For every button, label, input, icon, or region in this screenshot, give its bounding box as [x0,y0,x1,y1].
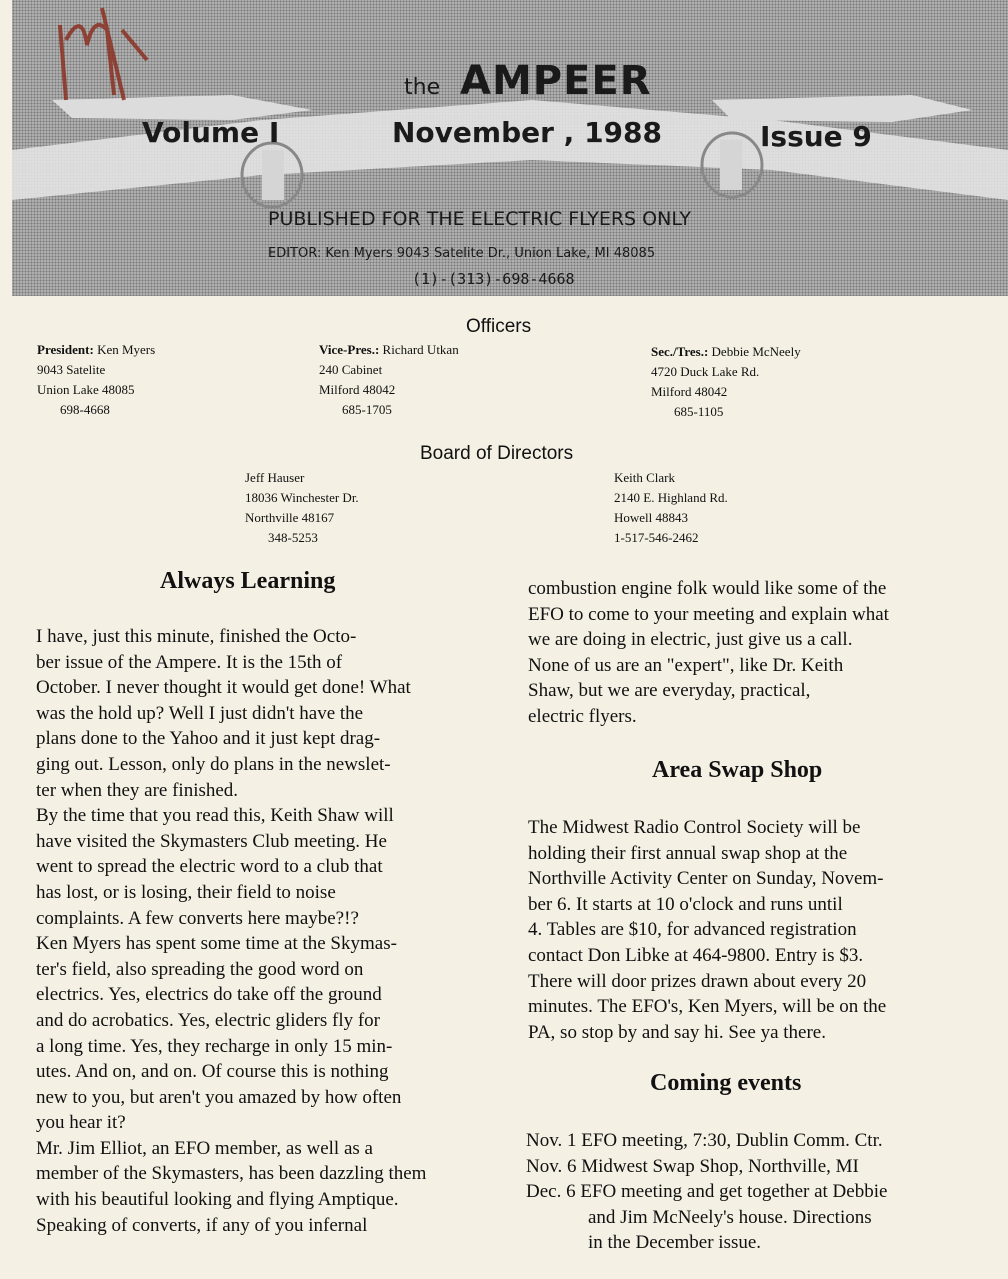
officer-address: 4720 Duck Lake Rd. [651,364,760,379]
issue-date: November , 1988 [392,116,662,149]
board-member-2 [614,468,728,548]
event-item: Nov. 1 EFO meeting, 7:30, Dublin Comm. Ctr. [526,1130,883,1151]
editor-phone: (1)-(313)-698-4668 [412,270,575,288]
article-line: minutes. The EFO's, Ken Myers, will be on the [528,996,887,1018]
event-item-continuation: and Jim McNeely's house. Directions [588,1206,872,1228]
issue-number: Issue 9 [760,120,872,153]
article-line: The Midwest Radio Control Society will be [528,817,861,838]
article-line: complaints. A few converts here maybe?!? [36,907,359,929]
officer-role: Sec./Tres.: [651,344,709,359]
board-city: Howell 48843 [614,510,689,525]
officer-city: Milford 48042 [651,384,728,399]
officer-address: 240 Cabinet [319,362,383,377]
officer-phone: 698-4668 [60,402,110,417]
article-line: Mr. Jim Elliot, an EFO member, as well as a [36,1137,373,1159]
article-line: have visited the Skymasters Club meeting. He [36,830,387,852]
article-line: Ken Myers has spent some time at the Skymas- [36,933,397,955]
officer-city: Union Lake 48085 [37,382,135,397]
officer-role: Vice-Pres.: [319,342,380,357]
officer-name: Ken Myers [93,342,156,357]
article-line: combustion engine folk would like some of the [528,578,887,599]
article-line: electrics. Yes, electrics do take off the ground [36,984,382,1006]
masthead [12,0,1008,296]
event-item: Nov. 6 Midwest Swap Shop, Northville, MI [526,1155,859,1177]
board-member-1 [245,468,359,548]
article-line: utes. And on, and on. Of course this is nothing [36,1061,389,1083]
article-title-always-learning: Always Learning [160,568,336,594]
board-name: Jeff Hauser [245,470,305,485]
board-address: 2140 E. Highland Rd. [614,490,728,505]
article-line: October. I never thought it would get done! What [36,677,411,699]
officer-vice-president [319,340,459,420]
article-line: a long time. Yes, they recharge in only 15 min- [36,1035,393,1057]
article-line: ging out. Lesson, only do plans in the newslet- [36,753,391,775]
board-phone: 1-517-546-2462 [614,530,699,545]
board-phone: 348-5253 [268,530,318,545]
officer-phone: 685-1105 [674,404,724,419]
officer-secretary-treasurer [651,342,801,422]
article-line: 4. Tables are $10, for advanced registration [528,919,857,941]
article-line: ter when they are finished. [36,779,239,801]
article-line: we are doing in electric, just give us a call. [528,629,853,651]
officer-city: Milford 48042 [319,382,396,397]
article-line: None of us are an "expert", like Dr. Keith [528,654,844,676]
article-line: member of the Skymasters, has been dazzling them [36,1163,427,1185]
article-line: Shaw, but we are everyday, practical, [528,680,811,702]
article-line: ber issue of the Ampere. It is the 15th of [36,651,343,673]
article-body-continued [528,576,889,730]
article-line: EFO to come to your meeting and explain what [528,603,889,625]
editor-info: EDITOR: Ken Myers 9043 Satelite Dr., Union Lake, MI 48085 [268,246,656,261]
officer-phone: 685-1705 [342,402,392,417]
article-body-always-learning [36,624,426,1238]
officer-role: President: [37,342,94,357]
event-item: Dec. 6 EFO meeting and get together at Debbie [526,1181,888,1203]
event-item-continuation: in the December issue. [588,1232,762,1254]
article-title-coming-events: Coming events [650,1070,802,1096]
article-body-swap-shop [528,815,886,1045]
article-line: and do acrobatics. Yes, electric gliders fly for [36,1009,381,1031]
article-line: plans done to the Yahoo and it just kept drag- [36,728,381,750]
officer-president [37,340,155,420]
officer-name: Debbie McNeely [708,344,801,359]
officer-name: Richard Utkan [379,342,459,357]
board-heading: Board of Directors [420,443,574,464]
article-line: was the hold up? Well I just didn't have the [36,702,364,724]
article-line: new to you, but aren't you amazed by how often [36,1086,402,1108]
article-line: electric flyers. [528,705,637,727]
newsletter-name: AMPEER [460,58,652,104]
article-line: has lost, or is losing, their field to noise [36,881,336,903]
events-list [526,1128,887,1256]
article-line: There will door prizes drawn about every 20 [528,970,867,992]
board-city: Northville 48167 [245,510,335,525]
officers-heading: Officers [466,316,532,337]
article-line: Speaking of converts, if any of you infernal [36,1214,368,1236]
officer-address: 9043 Satelite [37,362,106,377]
article-line: Northville Activity Center on Sunday, Novem- [528,868,884,890]
article-line: I have, just this minute, finished the Octo- [36,626,357,647]
board-name: Keith Clark [614,470,676,485]
volume-label: Volume I [142,116,280,149]
article-line: PA, so stop by and say hi. See ya there. [528,1021,826,1043]
article-line: with his beautiful looking and flying Amptique. [36,1189,399,1211]
article-line: ter's field, also spreading the good word on [36,958,364,980]
article-title-swap-shop: Area Swap Shop [652,757,823,783]
board-address: 18036 Winchester Dr. [245,490,359,505]
article-line: By the time that you read this, Keith Shaw will [36,805,394,827]
published-for: PUBLISHED FOR THE ELECTRIC FLYERS ONLY [268,208,691,230]
article-line: went to spread the electric word to a club that [36,856,383,878]
article-line: you hear it? [36,1112,126,1134]
article-line: contact Don Libke at 464-9800. Entry is $3. [528,944,864,966]
handwritten-mark [52,0,152,110]
masthead-the: the [404,75,441,100]
article-line: ber 6. It starts at 10 o'clock and runs until [528,893,843,915]
article-line: holding their first annual swap shop at the [528,842,848,864]
